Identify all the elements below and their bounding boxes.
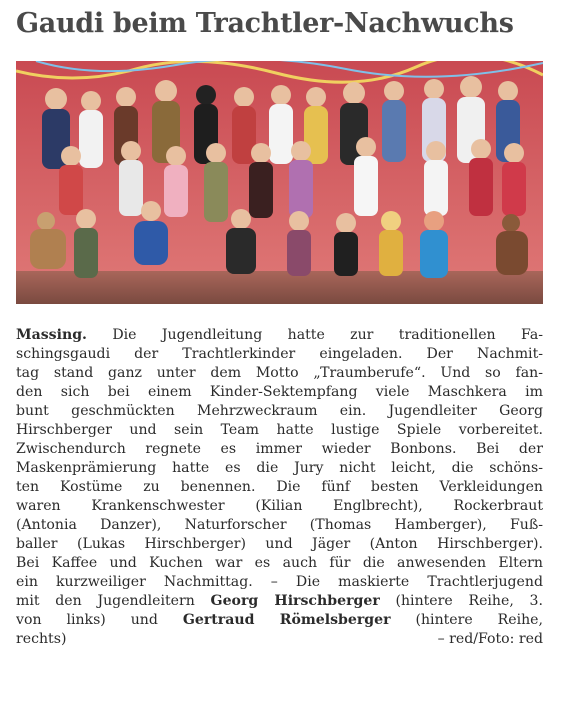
group-photo <box>16 61 543 304</box>
headline: Gaudi beim Trachtler-Nachwuchs <box>16 8 514 39</box>
photo-credit: – red/Foto: red <box>437 631 543 647</box>
article-line: waren Krankenschwester (Kilian Englbrecht), Rockerbraut <box>16 498 543 514</box>
article-line: Massing. Die Jugendleitung hatte zur traditionellen Fa- <box>16 327 543 343</box>
place-name: Massing. <box>16 327 87 343</box>
article-line: schingsgaudi der Trachtlerkinder eingeladen. Der Nachmit- <box>16 346 543 362</box>
article-line: tag stand ganz unter dem Motto „Traumberufe“. Und so fan- <box>16 365 543 381</box>
article-line: ein kurzweiliger Nachmittag. – Die maskierte Trachtlerjugend <box>16 574 543 590</box>
article-line: Hirschberger und sein Team hatte lustige Spiele vorbereitet. <box>16 422 543 438</box>
article-line: bunt geschmückten Mehrzweckraum ein. Jugendleiter Georg <box>16 403 543 419</box>
caption-line: von links) und Gertraud Römelsberger (hintere Reihe, <box>16 612 543 628</box>
article-line: baller (Lukas Hirschberger) und Jäger (Anton Hirschberger). <box>16 536 543 552</box>
article-line: (Antonia Danzer), Naturforscher (Thomas Hamberger), Fuß- <box>16 517 543 533</box>
article-line: Bei Kaffee und Kuchen war es auch für die anwesenden Eltern <box>16 555 543 571</box>
article-line: ten Kostüme zu benennen. Die fünf besten Verkleidungen <box>16 479 543 495</box>
caption-line: rechts) – red/Foto: red <box>16 631 543 647</box>
article-line: Zwischendurch regnete es immer wieder Bonbons. Bei der <box>16 441 543 457</box>
article-body <box>16 326 543 649</box>
caption-line: mit den Jugendleitern Georg Hirschberger (hintere Reihe, 3. <box>16 593 543 609</box>
group-photo-image <box>16 61 543 304</box>
person-name: Gertraud Römelsberger <box>182 612 391 628</box>
article-line: Maskenprämierung hatte es die Jury nicht leicht, die schöns- <box>16 460 543 476</box>
person-name: Georg Hirschberger <box>210 593 380 609</box>
article-line: den sich bei einem Kinder-Sektempfang viele Maschkera im <box>16 384 543 400</box>
